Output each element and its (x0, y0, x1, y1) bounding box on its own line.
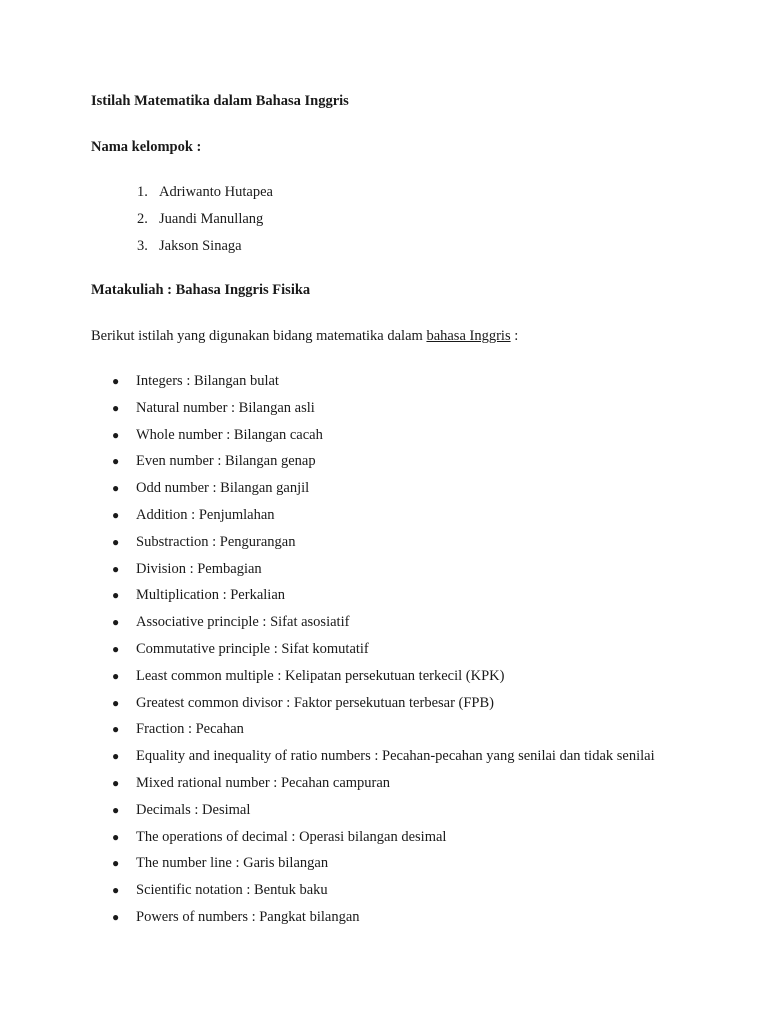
member-number: 2. (137, 211, 148, 227)
member-number: 3. (137, 238, 148, 254)
term-text: Associative principle : Sifat asosiatif (136, 614, 350, 631)
bullet-icon: ● (112, 534, 120, 549)
term-text: Powers of numbers : Pangkat bilangan (136, 908, 360, 925)
bullet-icon: ● (112, 856, 120, 871)
bullet-icon: ● (112, 507, 120, 522)
document-title: Istilah Matematika dalam Bahasa Inggris (91, 93, 349, 109)
member-name: Jakson Sinaga (159, 238, 242, 254)
bullet-icon: ● (112, 883, 120, 898)
course-heading: Matakuliah : Bahasa Inggris Fisika (91, 282, 311, 298)
term-text: Equality and inequality of ratio numbers : Pecahan-pecahan yang senilai dan tidak senilai (136, 748, 655, 765)
bullet-icon: ● (112, 722, 120, 737)
term-text: Fraction : Pecahan (136, 721, 244, 738)
bullet-icon: ● (112, 802, 120, 817)
term-text: Least common multiple : Kelipatan persekutuan terkecil (KPK) (136, 667, 505, 684)
term-text: Natural number : Bilangan asli (136, 399, 315, 416)
intro-paragraph (91, 328, 518, 345)
term-text: Substraction : Pengurangan (136, 533, 296, 550)
bullet-icon: ● (112, 481, 120, 496)
term-text: Commutative principle : Sifat komutatif (136, 640, 369, 657)
bullet-icon: ● (112, 775, 120, 790)
bullet-icon: ● (112, 695, 120, 710)
term-text: Integers : Bilangan bulat (136, 373, 279, 389)
member-name: Adriwanto Hutapea (159, 184, 273, 200)
bullet-icon: ● (112, 374, 120, 388)
term-text: Odd number : Bilangan ganjil (136, 480, 310, 497)
member-name: Juandi Manullang (159, 211, 264, 227)
bullet-icon: ● (112, 454, 120, 469)
term-text: Addition : Penjumlahan (136, 506, 275, 523)
intro-text: Berikut istilah yang digunakan bidang matematika dalam (91, 328, 427, 344)
bullet-icon: ● (112, 749, 120, 764)
intro-suffix: : (510, 328, 519, 344)
bullet-icon: ● (112, 829, 120, 844)
term-text: Scientific notation : Bentuk baku (136, 882, 328, 899)
bullet-icon: ● (112, 427, 120, 442)
bahasa-inggris-link[interactable]: bahasa Inggris (426, 328, 511, 344)
term-text: Decimals : Desimal (136, 801, 251, 818)
term-text: Multiplication : Perkalian (136, 587, 286, 604)
bullet-icon: ● (112, 561, 120, 576)
bullet-icon: ● (112, 615, 120, 630)
group-label: Nama kelompok : (91, 139, 202, 155)
bullet-icon: ● (112, 588, 120, 603)
term-text: Greatest common divisor : Faktor persekutuan terbesar (FPB) (136, 694, 494, 711)
term-text: The number line : Garis bilangan (136, 855, 329, 872)
term-text: Mixed rational number : Pecahan campuran (136, 774, 391, 791)
member-number: 1. (137, 184, 148, 200)
bullet-icon: ● (112, 641, 120, 656)
term-text: Division : Pembagian (136, 560, 262, 577)
bullet-icon: ● (112, 909, 120, 924)
bullet-icon: ● (112, 400, 120, 415)
term-text: Even number : Bilangan genap (136, 453, 316, 470)
term-text: Whole number : Bilangan cacah (136, 426, 323, 443)
bullet-icon: ● (112, 668, 120, 683)
term-text: The operations of decimal : Operasi bilangan desimal (136, 828, 447, 845)
